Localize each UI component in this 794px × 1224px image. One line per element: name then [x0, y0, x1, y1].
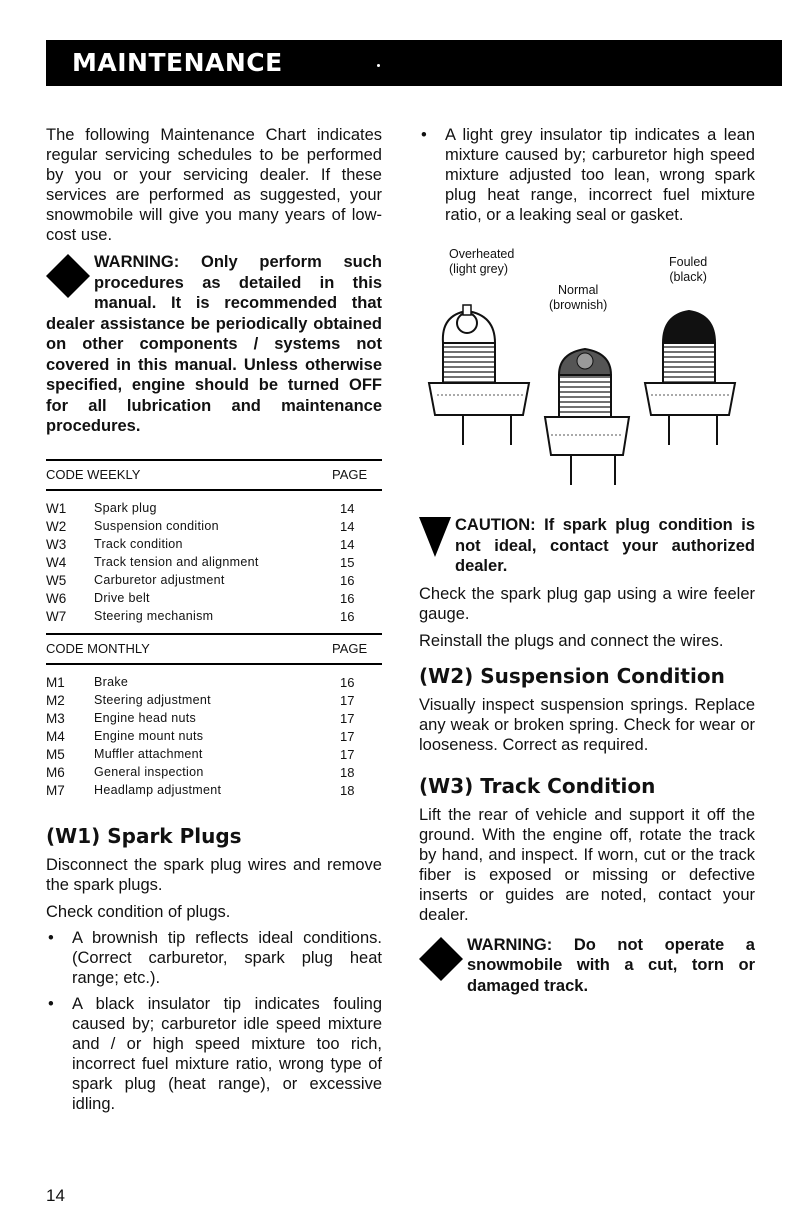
warning-text: WARNING: Only perform such procedures as detailed in this manual. It is recommended that dealer assistance be periodically obtained on other components / systems not covered in this manual. Unless otherwise specified, engine should be turned OFF for all lubrication and maintenance procedures. [46, 253, 382, 435]
table-row [46, 783, 382, 801]
row-page: 16 [340, 590, 355, 606]
table-row [46, 693, 382, 711]
weekly-col-code: CODE WEEKLY [46, 466, 141, 482]
row-item: Steering adjustment [94, 692, 211, 707]
row-page: 18 [340, 764, 355, 780]
page-title: MAINTENANCE [72, 48, 283, 77]
w2-heading: (W2) Suspension Condition [419, 663, 725, 688]
table-row [46, 501, 382, 519]
table-row [46, 519, 382, 537]
warning-block [46, 252, 382, 437]
fouled-plug-icon [645, 311, 735, 445]
table-row [46, 747, 382, 765]
row-item: Drive belt [94, 590, 150, 605]
row-code: M2 [46, 692, 65, 708]
table-row [46, 537, 382, 555]
row-item: Steering mechanism [94, 608, 214, 623]
row-item: General inspection [94, 764, 204, 779]
row-code: M4 [46, 728, 65, 744]
w3-warning-text: WARNING: Do not operate a snowmobile with a cut, torn or damaged track. [467, 935, 755, 995]
bullet-dot: • [421, 126, 427, 144]
table-row [46, 555, 382, 573]
row-code: W5 [46, 572, 67, 588]
row-code: W7 [46, 608, 67, 624]
gap-check-paragraph: Check the spark plug gap using a wire feeler gauge. [419, 584, 755, 623]
row-item: Track tension and alignment [94, 554, 259, 569]
warning-diamond-icon [46, 254, 90, 298]
row-page: 14 [340, 500, 355, 516]
table-row [46, 729, 382, 747]
monthly-col-code: CODE MONTHLY [46, 640, 150, 656]
row-page: 17 [340, 692, 355, 708]
row-page: 14 [340, 518, 355, 534]
w3-heading: (W3) Track Condition [419, 773, 656, 798]
monthly-table [46, 633, 382, 801]
row-page: 14 [340, 536, 355, 552]
row-page: 17 [340, 710, 355, 726]
caution-triangle-icon [419, 517, 451, 557]
spark-plugs-illustration [419, 245, 755, 503]
w3-paragraph: Lift the rear of vehicle and support it off the ground. With the engine off, rotate the track by hand, and inspect. If worn, cut or the track fiber is exposed or missing or defective inserts or guides are noted, contact your dealer. [419, 805, 755, 924]
row-code: M3 [46, 710, 65, 726]
page-number: 14 [46, 1186, 65, 1205]
weekly-col-page: PAGE [332, 466, 368, 482]
row-code: W1 [46, 500, 67, 516]
row-item: Track condition [94, 536, 183, 551]
normal-label: Normal (brownish) [549, 283, 608, 312]
row-item: Headlamp adjustment [94, 782, 222, 797]
w1-bullet-1-text: A brownish tip reflects ideal conditions. (Correct carburetor, spark plug heat range; etc.). [72, 928, 382, 987]
row-page: 18 [340, 782, 355, 798]
row-page: 17 [340, 728, 355, 744]
monthly-table-header [46, 633, 382, 665]
bullet-dot: • [48, 928, 54, 947]
w1-bullet-3-text: A light grey insulator tip indicates a lean mixture caused by; carburetor high speed mixture adjusted too lean, wrong spark plug heat range, incorrect fuel mixture ratio, or a leaking seal or gasket. [445, 126, 755, 224]
right-column [419, 125, 755, 996]
row-code: W4 [46, 554, 67, 570]
row-item: Carburetor adjustment [94, 572, 225, 587]
weekly-table [46, 459, 382, 627]
overheated-plug-icon [429, 305, 529, 445]
row-item: Engine mount nuts [94, 728, 204, 743]
row-code: M7 [46, 782, 65, 798]
row-item: Suspension condition [94, 518, 219, 533]
w1-bullet-1 [46, 928, 382, 988]
row-code: W2 [46, 518, 67, 534]
caution-block [419, 515, 755, 577]
header-dot [377, 64, 380, 67]
table-row [46, 573, 382, 591]
w1-paragraph-1: Disconnect the spark plug wires and remove the spark plugs. [46, 855, 382, 894]
normal-plug-icon [545, 349, 629, 485]
table-row [46, 765, 382, 783]
row-page: 16 [340, 674, 355, 690]
w1-bullet-2-text: A black insulator tip indicates fouling caused by; carburetor idle speed mixture and / or high speed mixture too rich, incorrect fuel mixture ratio, wrong type of spark plug (heat range), or excessive idling. [72, 994, 382, 1113]
w1-bullet-2 [46, 994, 382, 1114]
row-item: Spark plug [94, 500, 157, 515]
w1-paragraph-2: Check condition of plugs. [46, 902, 231, 921]
warning-diamond-icon [419, 937, 463, 981]
row-item: Muffler attachment [94, 746, 203, 761]
bullet-dot: • [48, 994, 54, 1013]
table-row [46, 711, 382, 729]
monthly-rows [46, 675, 382, 801]
header-bar [46, 40, 782, 86]
weekly-rows [46, 501, 382, 627]
overheated-label: Overheated (light grey) [449, 247, 515, 276]
row-code: M1 [46, 674, 65, 690]
intro-paragraph: The following Maintenance Chart indicates regular servicing schedules to be performed by you or your servicing dealer. If these services are performed as suggested, your snowmobile will give you many years of low-cost use. [46, 126, 382, 244]
table-row [46, 675, 382, 693]
w1-heading: (W1) Spark Plugs [46, 823, 242, 848]
row-item: Engine head nuts [94, 710, 197, 725]
row-page: 17 [340, 746, 355, 762]
row-code: W3 [46, 536, 67, 552]
row-code: M6 [46, 764, 65, 780]
spark-plug-diagram [419, 245, 755, 503]
row-code: W6 [46, 590, 67, 606]
left-column [46, 125, 382, 1114]
row-code: M5 [46, 746, 65, 762]
row-page: 16 [340, 572, 355, 588]
w1-bullet-3 [419, 125, 755, 225]
row-item: Brake [94, 674, 129, 689]
table-row [46, 609, 382, 627]
table-row [46, 591, 382, 609]
row-page: 15 [340, 554, 355, 570]
weekly-table-header [46, 459, 382, 491]
row-page: 16 [340, 608, 355, 624]
monthly-col-page: PAGE [332, 640, 368, 656]
fouled-label: Fouled (black) [669, 255, 708, 284]
w3-warning-block [419, 935, 755, 997]
reinstall-paragraph: Reinstall the plugs and connect the wires. [419, 631, 724, 650]
w2-paragraph: Visually inspect suspension springs. Replace any weak or broken spring. Check for wear or looseness. Correct as required. [419, 695, 755, 754]
caution-text: CAUTION: If spark plug condition is not ideal, contact your authorized dealer. [455, 516, 755, 575]
